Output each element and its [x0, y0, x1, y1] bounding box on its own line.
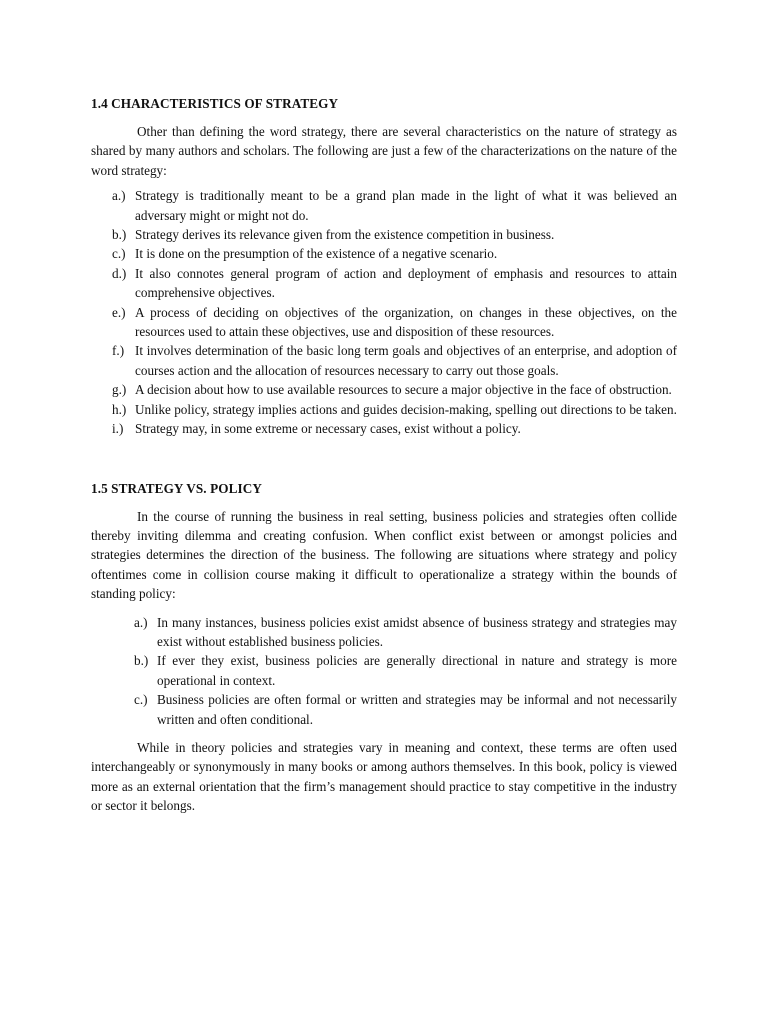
list-item	[112, 341, 677, 380]
section-1-5-intro-paragraph: In the course of running the business in real setting, business policies and strategies often collide thereby inviting dilemma and creating confusion. When conflict exist between or amongst policies and strategies determines the direction of the business. The following are situations where strategy and policy oftentimes come in collision course making it difficult to operationalize a strategy within the bounds of standing policy:	[91, 508, 677, 602]
list-item-text: It also connotes general program of action and deployment of emphasis and resources to attain comprehensive objectives.	[135, 265, 677, 301]
section-1-4-characteristics-list	[91, 186, 677, 438]
list-item-marker: d.)	[112, 265, 127, 281]
list-item-text: Business policies are often formal or written and strategies may be informal and not necessarily written and often conditional.	[157, 692, 677, 727]
list-item-marker: e.)	[112, 304, 126, 320]
list-item	[134, 613, 677, 652]
list-item	[112, 400, 677, 419]
list-item-marker: h.)	[112, 401, 127, 417]
list-item-text: If ever they exist, business policies are generally directional in nature and strategy is more operational in context.	[157, 653, 677, 688]
list-item	[112, 303, 677, 342]
list-item-text: Unlike policy, strategy implies actions and guides decision-making, spelling out directions to be taken.	[135, 401, 677, 417]
list-item-marker: c.)	[112, 246, 126, 262]
list-item	[112, 419, 677, 438]
list-item-marker: a.)	[112, 188, 126, 204]
list-item-text: Strategy may, in some extreme or necessary cases, exist without a policy.	[135, 421, 521, 437]
list-item	[112, 380, 677, 399]
list-item	[112, 186, 677, 225]
section-1-4-heading: 1.4 CHARACTERISTICS OF STRATEGY	[91, 96, 339, 111]
list-item	[134, 651, 677, 690]
list-item	[112, 225, 677, 244]
list-item-marker: c.)	[134, 692, 148, 708]
section-1-5-heading: 1.5 STRATEGY VS. POLICY	[91, 480, 262, 496]
list-item-marker: i.)	[112, 421, 124, 437]
list-item-text: It is done on the presumption of the existence of a negative scenario.	[135, 246, 498, 262]
list-item-text: In many instances, business policies exist amidst absence of business strategy and strategies may exist without established business policies.	[157, 614, 677, 649]
list-item-marker: f.)	[112, 343, 125, 359]
section-1-5-situations-list	[91, 613, 677, 729]
list-item	[112, 244, 677, 263]
section-1-5-closing-paragraph: While in theory policies and strategies vary in meaning and context, these terms are often used interchangeably or synonymously in many books or among authors themselves. In this book, policy is viewed more as an external orientation that the firm’s management should practice to stay competitive in the industry or sector it belongs.	[91, 739, 677, 814]
list-item-marker: a.)	[134, 614, 148, 630]
list-item-text: Strategy is traditionally meant to be a grand plan made in the light of what it was believed an adversary might or might not do.	[135, 188, 677, 223]
section-1-4-intro-paragraph: Other than defining the word strategy, there are several characteristics on the nature of strategy as shared by many authors and scholars. The following are just a few of the characterizations on the nature of the word strategy:	[91, 124, 677, 178]
list-item-marker: g.)	[112, 382, 127, 398]
list-item-marker: b.)	[134, 653, 149, 669]
list-item-marker: b.)	[112, 227, 127, 243]
list-item	[112, 264, 677, 303]
list-item-text: A process of deciding on objectives of the organization, on changes in these objectives, on the resources used to attain these objectives, use and disposition of these resources.	[135, 304, 677, 340]
list-item-text: Strategy derives its relevance given from the existence competition in business.	[135, 227, 555, 243]
list-item-text: A decision about how to use available resources to secure a major objective in the face of obstruction.	[135, 382, 672, 398]
list-item-text: It involves determination of the basic long term goals and objectives of an enterprise, and adoption of courses action and the allocation of resources necessary to carry out those goals.	[135, 343, 677, 378]
list-item	[134, 690, 677, 729]
